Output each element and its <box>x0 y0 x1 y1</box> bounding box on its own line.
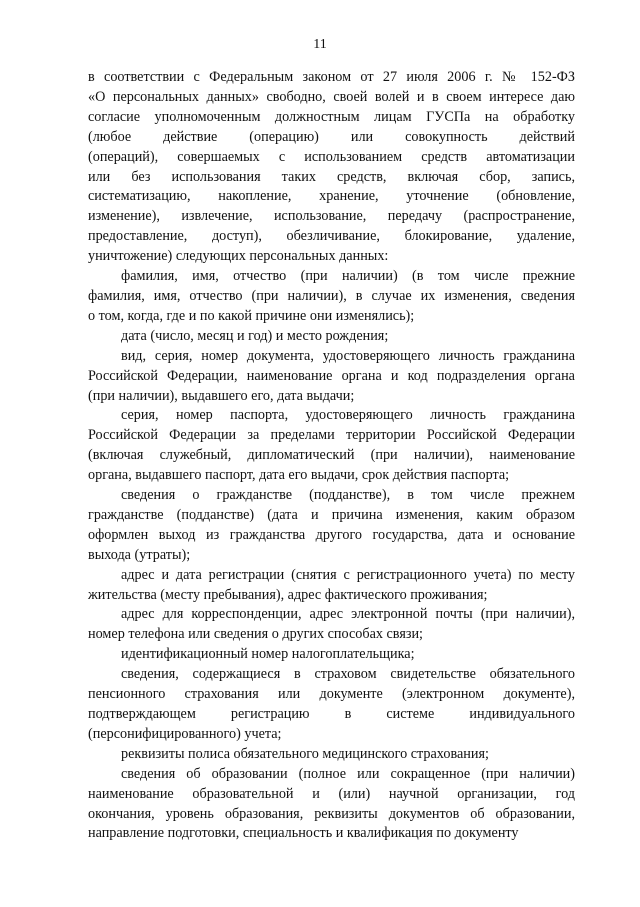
text-line: идентификационный номер налогоплательщика; <box>121 646 415 663</box>
document-body <box>88 68 575 844</box>
text-line: согласие уполномоченным должностным лицам ГУСПа на обработку <box>88 108 575 125</box>
text-line: выхода (утраты); <box>88 546 191 563</box>
text-line: (любое действие (операцию) или совокупность действий <box>88 128 575 145</box>
text-line: систематизацию, накопление, хранение, уточнение (обновление, <box>88 188 575 205</box>
text-line: гражданстве (подданстве) (дата и причина изменения, каким образом <box>88 506 575 523</box>
text-line: вид, серия, номер документа, удостоверяющего личность гражданина <box>121 347 575 364</box>
text-line: оформлен выход из гражданства другого государства, дата и основание <box>88 526 575 543</box>
text-line: (включая служебный, дипломатический (при наличии), наименование <box>88 447 575 464</box>
paragraph <box>88 267 575 327</box>
text-line: наименование образовательной и (или) научной организации, год <box>88 785 575 802</box>
paragraph <box>88 765 575 845</box>
text-line: дата (число, месяц и год) и место рождения; <box>121 327 389 344</box>
paragraph <box>88 605 575 645</box>
paragraph <box>88 347 575 407</box>
text-line: реквизиты полиса обязательного медицинского страхования; <box>121 745 489 762</box>
paragraph <box>88 745 575 765</box>
text-line: номер телефона или сведения о других способах связи; <box>88 626 423 643</box>
paragraph <box>88 327 575 347</box>
text-line: Российской Федерации за пределами территории Российской Федерации <box>88 427 575 444</box>
text-line: фамилия, имя, отчество (при наличии) (в том числе прежние <box>121 268 575 285</box>
paragraph <box>88 68 575 267</box>
text-line: сведения, содержащиеся в страховом свидетельстве обязательного <box>121 666 575 683</box>
text-line: о том, когда, где и по какой причине они изменялись); <box>88 307 415 324</box>
paragraph <box>88 645 575 665</box>
text-line: направление подготовки, специальность и квалификация по документу <box>88 825 519 842</box>
text-line: адрес для корреспонденции, адрес электронной почты (при наличии), <box>121 606 575 623</box>
text-line: сведения об образовании (полное или сокращенное (при наличии) <box>121 765 575 782</box>
paragraph <box>88 665 575 745</box>
text-line: в соответствии с Федеральным законом от 27 июля 2006 г. № 152-ФЗ <box>88 69 575 85</box>
text-line: изменение), извлечение, использование, передачу (распространение, <box>88 208 575 225</box>
text-line: (персонифицированного) учета; <box>88 725 282 742</box>
text-line: предоставление, доступ), обезличивание, блокирование, удаление, <box>88 228 575 245</box>
text-line: окончания, уровень образования, реквизиты документов об образовании, <box>88 805 575 822</box>
text-line: фамилия, имя, отчество (при наличии), в случае их изменения, сведения <box>88 287 575 304</box>
text-line: пенсионного страхования или документе (электронном документе), <box>88 686 575 703</box>
text-line: или без использования таких средств, включая сбор, запись, <box>88 168 575 185</box>
text-line: (при наличии), выдавшего его, дата выдачи; <box>88 387 355 404</box>
text-line: «О персональных данных» свободно, своей волей и в своем интересе даю <box>88 88 575 105</box>
page-number: 11 <box>313 37 327 52</box>
paragraph <box>88 566 575 606</box>
text-line: уничтожение) следующих персональных данных: <box>88 248 389 265</box>
text-line: адрес и дата регистрации (снятия с регистрационного учета) по месту <box>121 566 575 583</box>
text-line: (операций), совершаемых с использованием средств автоматизации <box>88 148 575 165</box>
text-line: подтверждающем регистрацию в системе индивидуального <box>88 706 575 722</box>
paragraph <box>88 406 575 486</box>
paragraph <box>88 486 575 566</box>
text-line: серия, номер паспорта, удостоверяющего личность гражданина <box>121 407 575 424</box>
text-line: Российской Федерации, наименование органа и код подразделения органа <box>88 367 575 384</box>
text-line: сведения о гражданстве (подданстве), в том числе прежнем <box>121 487 575 504</box>
text-line: органа, выдавшего паспорт, дата его выдачи, срок действия паспорта; <box>88 467 510 484</box>
text-line: жительства (месту пребывания), адрес фактического проживания; <box>88 586 488 603</box>
